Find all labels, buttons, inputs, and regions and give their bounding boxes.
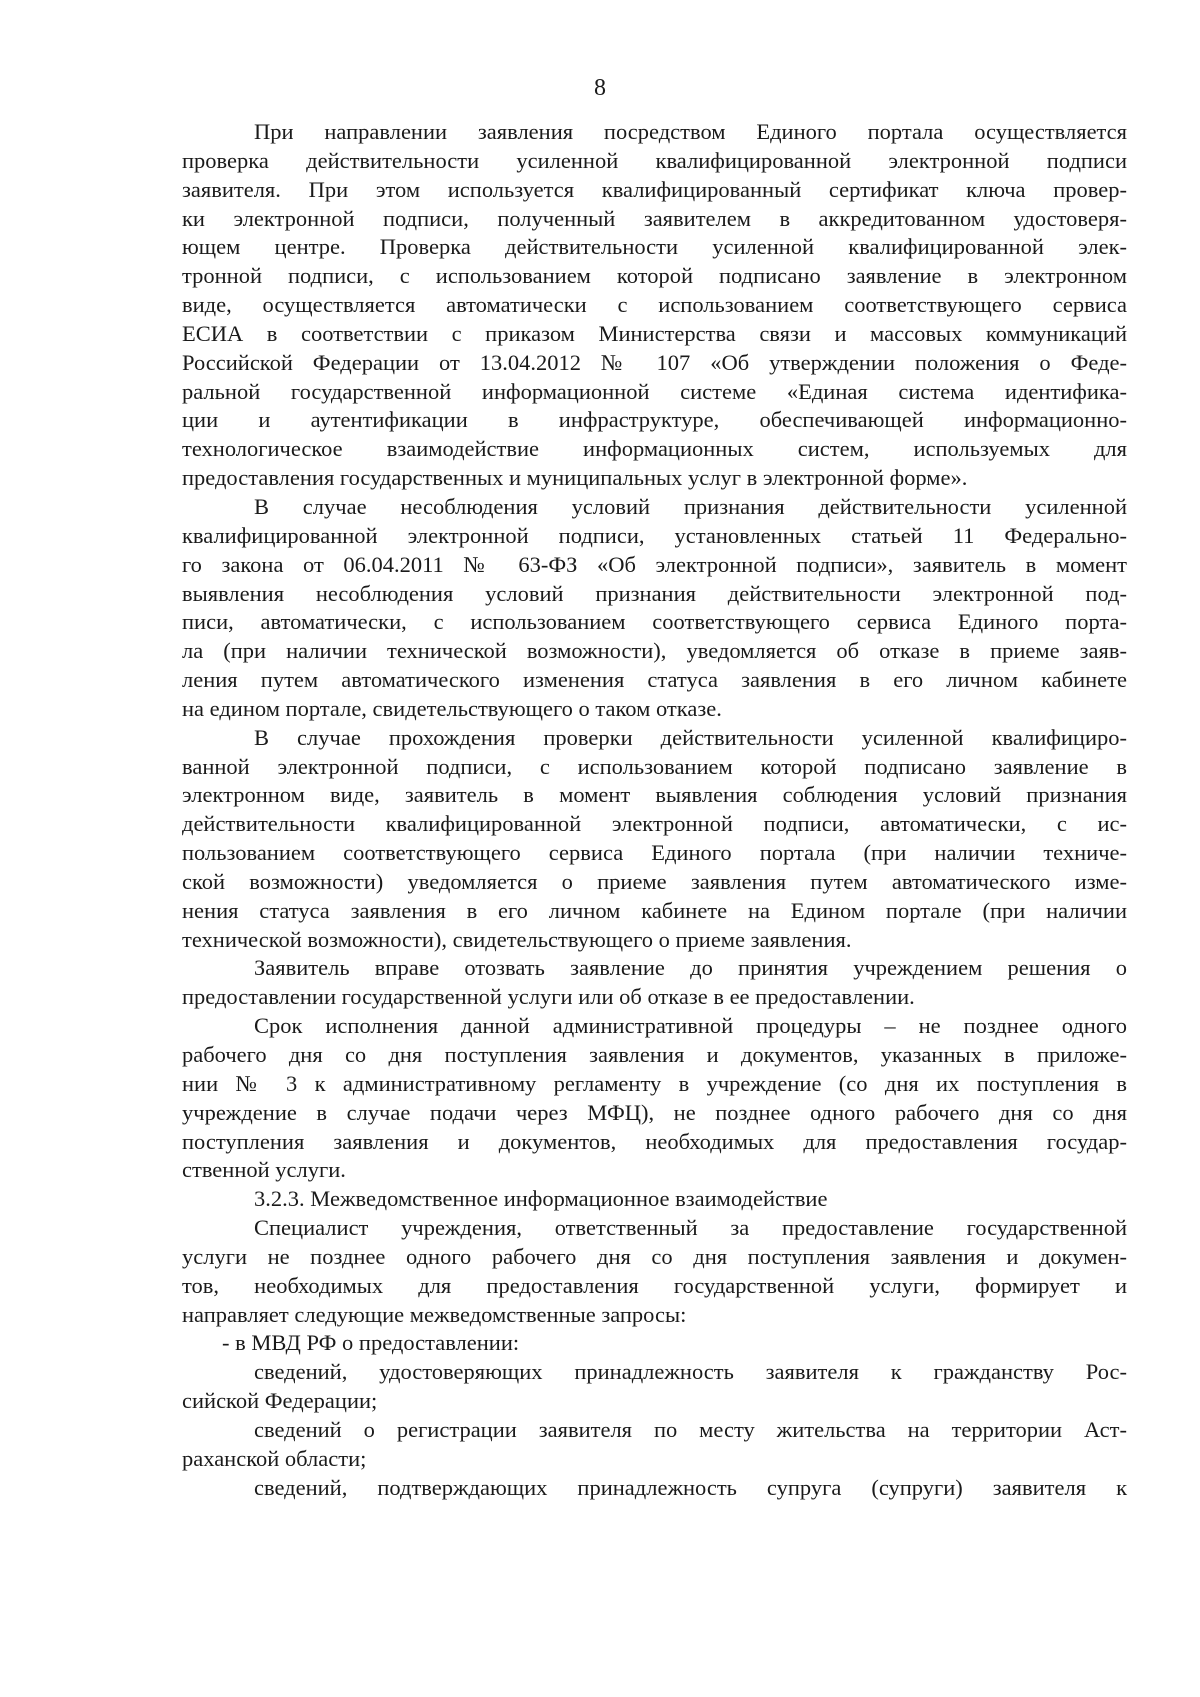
text-line: пользованием соответствующего сервиса Единого портала (при наличии техниче- <box>182 840 1127 866</box>
text-line: технологическое взаимодействие информационных систем, используемых для <box>182 436 1127 462</box>
text-line: рабочего дня со дня поступления заявления и документов, указанных в приложе- <box>182 1042 1127 1067</box>
text-line: ственной услуги. <box>182 1157 346 1183</box>
text-line: ЕСИА в соответствии с приказом Министерства связи и массовых коммуникаций <box>182 320 1127 346</box>
text-line: действительности квалифицированной электронной подписи, автоматически, с ис- <box>182 811 1127 837</box>
text-line: тов, необходимых для предоставления государственной услуги, формирует и <box>182 1272 1127 1298</box>
text-line: поступления заявления и документов, необходимых для предоставления государ- <box>182 1128 1127 1154</box>
text-line: Специалист учреждения, ответственный за предоставление государственной <box>254 1215 1127 1241</box>
text-line: выявления несоблюдения условий признания действительности электронной под- <box>182 580 1127 606</box>
text-line: учреждение в случае подачи через МФЦ), не позднее одного рабочего дня со дня <box>182 1099 1127 1125</box>
text-line: ванной электронной подписи, с использованием которой подписано заявление в <box>182 753 1127 779</box>
text-line: нии № 3 к административному регламенту в учреждение (со дня их поступления в <box>182 1070 1127 1096</box>
text-line: сведений, подтверждающих принадлежность супруга (супруги) заявителя к <box>254 1474 1127 1500</box>
text-line: тронной подписи, с использованием которой подписано заявление в электронном <box>182 263 1127 289</box>
page-number: 8 <box>594 75 606 101</box>
text-line: заявителя. При этом используется квалифицированный сертификат ключа провер- <box>182 176 1127 202</box>
text-line: ления путем автоматического изменения статуса заявления в его личном кабинете <box>182 667 1127 693</box>
text-line: проверка действительности усиленной квалифицированной электронной подписи <box>182 147 1127 173</box>
text-line: на едином портале, свидетельствующего о таком отказе. <box>182 695 722 721</box>
text-line: сведений о регистрации заявителя по месту жительства на территории Аст- <box>254 1416 1127 1442</box>
text-line: Российской Федерации от 13.04.2012 № 107 «Об утверждении положения о Феде- <box>182 349 1127 375</box>
text-line: - в МВД РФ о предоставлении: <box>222 1330 520 1356</box>
text-line: квалифицированной электронной подписи, установленных статьей 11 Федерально- <box>182 522 1127 548</box>
text-line: Заявитель вправе отозвать заявление до принятия учреждением решения о <box>254 955 1127 981</box>
text-line: сийской Федерации; <box>182 1388 378 1414</box>
text-line: услуги не позднее одного рабочего дня со дня поступления заявления и докумен- <box>182 1243 1127 1269</box>
text-line: При направлении заявления посредством Единого портала осуществляется <box>254 119 1127 144</box>
text-line: ции и аутентификации в инфраструктуре, обеспечивающей информационно- <box>182 407 1127 433</box>
text-line: электронном виде, заявитель в момент выявления соблюдения условий признания <box>182 782 1127 808</box>
text-line: Срок исполнения данной административной процедуры – не позднее одного <box>254 1013 1127 1039</box>
text-line: ки электронной подписи, полученный заявителем в аккредитованном удостоверя- <box>182 205 1127 231</box>
text-line: предоставлении государственной услуги или об отказе в ее предоставлении. <box>182 984 915 1010</box>
text-line: ской возможности) уведомляется о приеме заявления путем автоматического изме- <box>182 868 1127 894</box>
text-line: сведений, удостоверяющих принадлежность заявителя к гражданству Рос- <box>254 1359 1127 1385</box>
text-line: виде, осуществляется автоматически с использованием соответствующего сервиса <box>182 292 1127 318</box>
text-line: предоставления государственных и муниципальных услуг в электронной форме». <box>182 465 968 491</box>
text-line: го закона от 06.04.2011 № 63-ФЗ «Об электронной подписи», заявитель в момент <box>182 551 1127 577</box>
text-line: писи, автоматически, с использованием соответствующего сервиса Единого порта- <box>182 609 1127 635</box>
text-line: направляет следующие межведомственные запросы: <box>182 1301 687 1327</box>
text-line: ющем центре. Проверка действительности усиленной квалифицированной элек- <box>182 234 1127 260</box>
text-line: ральной государственной информационной системе «Единая система идентифика- <box>182 378 1127 404</box>
text-line: 3.2.3. Межведомственное информационное взаимодействие <box>254 1186 828 1212</box>
document-body <box>182 118 1127 1503</box>
text-line: технической возможности), свидетельствующего о приеме заявления. <box>182 926 852 952</box>
text-line: ла (при наличии технической возможности), уведомляется об отказе в приеме заяв- <box>182 638 1127 664</box>
text-line: нения статуса заявления в его личном кабинете на Едином портале (при наличии <box>182 897 1127 923</box>
text-line: В случае прохождения проверки действительности усиленной квалифициро- <box>254 724 1127 750</box>
text-line: В случае несоблюдения условий признания действительности усиленной <box>254 493 1127 519</box>
text-line: раханской области; <box>182 1445 367 1471</box>
